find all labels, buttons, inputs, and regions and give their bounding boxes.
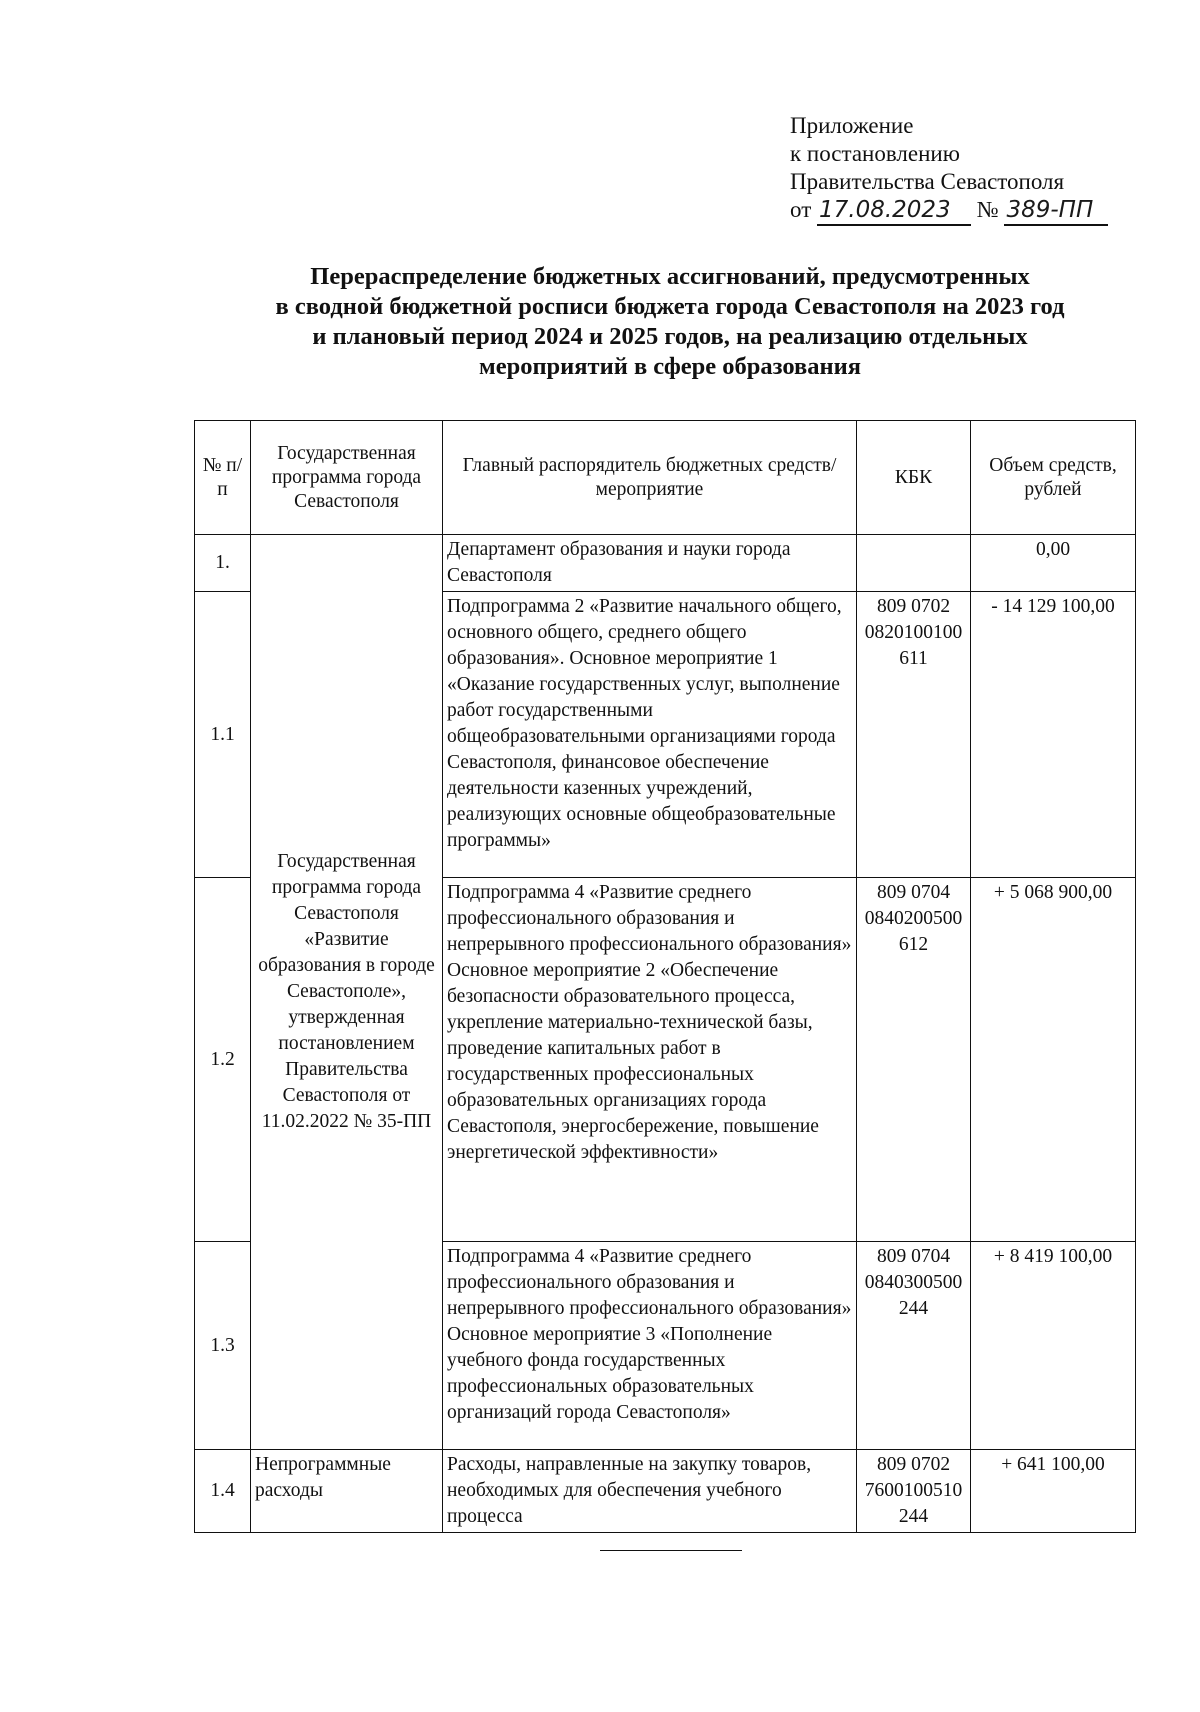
header-manager: Главный распорядитель бюджетных средств/мероприятие	[443, 421, 857, 535]
table-row	[195, 535, 1136, 592]
kbk-part-1: 809 0702	[876, 1454, 951, 1475]
row-amount: + 5 068 900,00	[971, 878, 1136, 1242]
row-name: Департамент образования и науки города Севастополя	[443, 535, 857, 592]
row-num: 1.	[195, 535, 251, 592]
handwritten-date: 17.08.2023	[817, 196, 971, 226]
appendix-line-4	[790, 196, 1108, 226]
kbk-part-2: 0840200500	[864, 908, 963, 929]
header-program: Государственная программа города Севастополя	[251, 421, 443, 535]
appendix-line-2: к постановлению	[790, 141, 960, 166]
table-header-row	[195, 421, 1136, 535]
appendix-line-3: Правительства Севастополя	[790, 169, 1065, 194]
row-program: Непрограммные расходы	[251, 1450, 443, 1533]
title-line-1: Перераспределение бюджетных ассигнований, предусмотренных	[310, 263, 1030, 290]
row-name: Подпрограмма 2 «Развитие начального общего, основного общего, среднего общего образования». Основное мероприятие 1 «Оказание государственных услуг, выполнение работ государственными общеобразовательными организациями города Севастополя, финансовое обеспечение деятельности казенных учреждений, реализующих основные общеобразовательные программы»	[443, 592, 857, 878]
row-amount: - 14 129 100,00	[971, 592, 1136, 878]
kbk-part-3: 244	[898, 1298, 929, 1319]
kbk-part-2: 0820100100	[864, 622, 963, 643]
table-row	[195, 1450, 1136, 1533]
document-title	[200, 262, 1140, 382]
row-amount: + 8 419 100,00	[971, 1242, 1136, 1450]
row-amount: 0,00	[971, 535, 1136, 592]
kbk-part-3: 612	[898, 934, 929, 955]
row-num: 1.1	[195, 592, 251, 878]
kbk-part-1: 809 0704	[876, 882, 951, 903]
kbk-part-1: 809 0702	[876, 596, 951, 617]
appendix-from-label: от	[790, 197, 812, 222]
allocation-table	[194, 420, 1136, 1533]
kbk-part-3: 244	[898, 1506, 929, 1527]
row-num: 1.2	[195, 878, 251, 1242]
row-amount: + 641 100,00	[971, 1450, 1136, 1533]
appendix-block	[790, 112, 1108, 226]
title-line-2: в сводной бюджетной росписи бюджета города Севастополя на 2023 год	[275, 293, 1065, 320]
end-separator-line	[600, 1550, 742, 1551]
state-program-cell: Государственная программа города Севастополя «Развитие образования в городе Севастополе», утвержденная постановлением Правительства Севастополя от 11.02.2022 № 35-ПП	[251, 535, 443, 1450]
row-name: Расходы, направленные на закупку товаров, необходимых для обеспечения учебного процесса	[443, 1450, 857, 1533]
kbk-part-3: 611	[899, 648, 928, 669]
row-name: Подпрограмма 4 «Развитие среднего профессионального образования и непрерывного профессионального образования» Основное мероприятие 2 «Обеспечение безопасности образовательного процесса, укрепление материально-технической базы, проведение капитальных работ в государственных профессиональных образовательных организациях города Севастополя, энергосбережение, повышение энергетической эффективности»	[443, 878, 857, 1242]
row-kbk	[857, 1242, 971, 1450]
appendix-line-1: Приложение	[790, 113, 914, 138]
kbk-part-1: 809 0704	[876, 1246, 951, 1267]
row-kbk	[857, 535, 971, 592]
kbk-part-2: 7600100510	[864, 1480, 963, 1501]
kbk-part-2: 0840300500	[864, 1272, 963, 1293]
header-kbk: КБК	[857, 421, 971, 535]
row-num: 1.4	[195, 1450, 251, 1533]
row-num: 1.3	[195, 1242, 251, 1450]
number-sign: №	[976, 197, 999, 222]
row-kbk	[857, 1450, 971, 1533]
title-line-4: мероприятий в сфере образования	[479, 353, 861, 380]
handwritten-number: 389-ПП	[1004, 196, 1108, 226]
header-amount: Объем средств, рублей	[971, 421, 1136, 535]
title-line-3: и плановый период 2024 и 2025 годов, на реализацию отдельных	[312, 323, 1028, 350]
row-name: Подпрограмма 4 «Развитие среднего профессионального образования и непрерывного профессионального образования» Основное мероприятие 3 «Пополнение учебного фонда государственных профессиональных образовательных организаций города Севастополя»	[443, 1242, 857, 1450]
row-kbk	[857, 592, 971, 878]
header-num: № п/п	[195, 421, 251, 535]
row-kbk	[857, 878, 971, 1242]
